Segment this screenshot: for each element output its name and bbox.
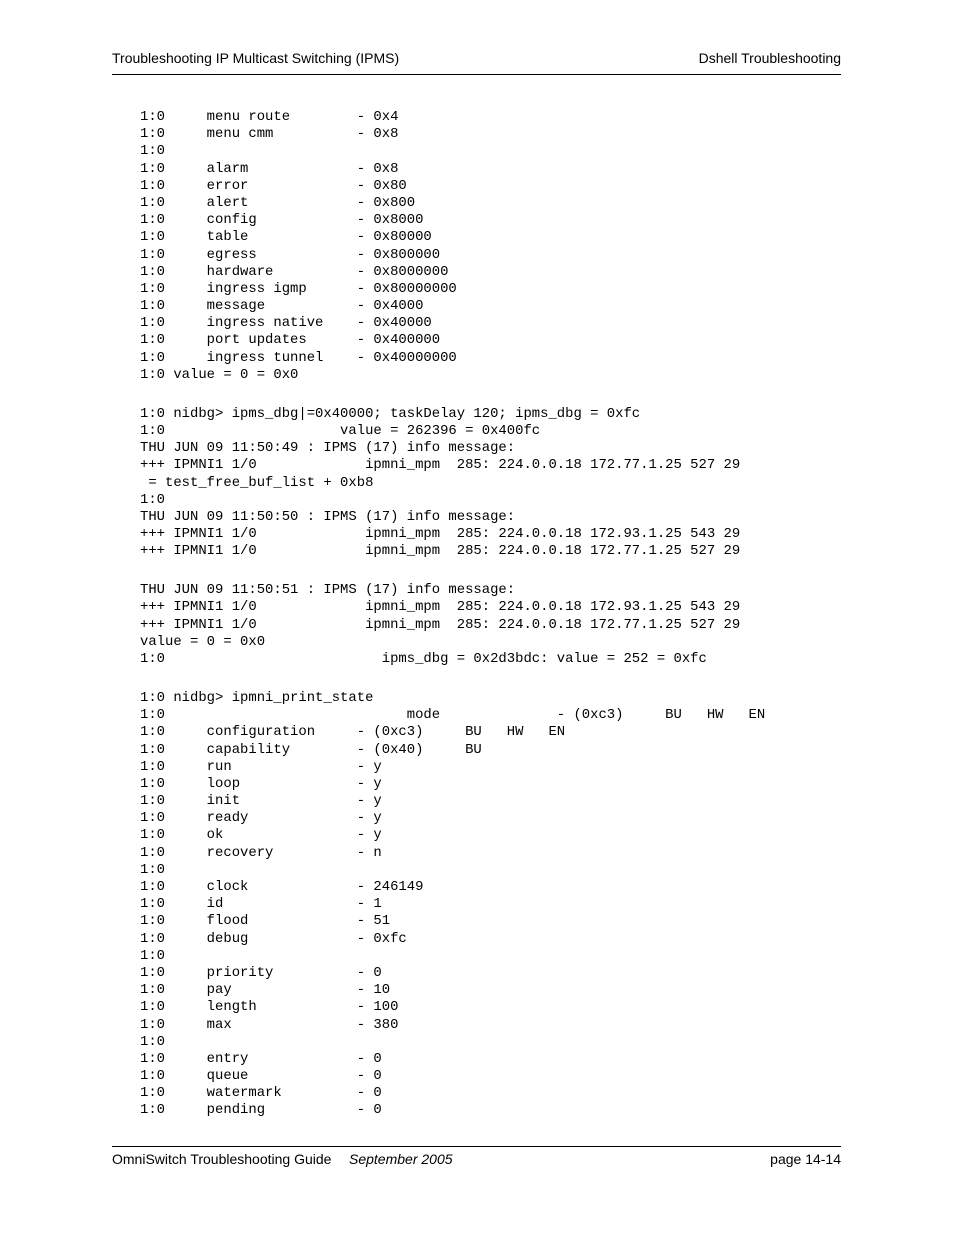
code-line: 1:0 table - 0x80000: [140, 229, 432, 246]
code-line: 1:0 port updates - 0x400000: [140, 332, 441, 349]
header-rule: [112, 74, 841, 75]
code-line: 1:0 watermark - 0: [140, 1085, 382, 1102]
code-line: 1:0 nidbg> ipmni_print_state: [140, 689, 374, 706]
code-line: 1:0 pending - 0: [140, 1102, 382, 1119]
code-line: 1:0 ingress igmp - 0x80000000: [140, 280, 457, 297]
code-line: 1:0: [140, 947, 166, 964]
footer-guide-title: OmniSwitch Troubleshooting Guide: [112, 1151, 332, 1167]
blank-line: [140, 560, 765, 577]
code-line: 1:0: [140, 143, 166, 160]
code-line: 1:0 queue - 0: [140, 1068, 382, 1085]
code-line: 1:0 error - 0x80: [140, 177, 407, 194]
header-chapter-title: Dshell Troubleshooting: [698, 50, 841, 66]
code-line: 1:0 ipms_dbg = 0x2d3bdc: value = 252 = 0xfc: [140, 651, 707, 667]
footer-page-number: page 14-14: [770, 1151, 841, 1167]
code-line: 1:0 entry - 0: [140, 1050, 382, 1067]
code-line: +++ IPMNI1 1/0 ipmni_mpm 285: 224.0.0.18 172.93.1.25 543 29: [140, 599, 741, 616]
code-line: 1:0 max - 380: [140, 1016, 399, 1033]
code-line: 1:0 ok - y: [140, 827, 382, 844]
code-line: = test_free_buf_list + 0xb8: [140, 474, 374, 491]
code-line: 1:0 loop - y: [140, 775, 382, 792]
code-line: 1:0 debug - 0xfc: [140, 930, 407, 947]
code-line: THU JUN 09 11:50:51 : IPMS (17) info message:: [140, 582, 516, 599]
code-line: 1:0 menu cmm - 0x8: [140, 126, 399, 143]
blank-line: [140, 384, 765, 401]
code-line: 1:0 value = 262396 = 0x400fc: [140, 422, 541, 439]
code-line: +++ IPMNI1 1/0 ipmni_mpm 285: 224.0.0.18 172.77.1.25 527 29: [140, 616, 741, 633]
code-line: 1:0 id - 1: [140, 896, 382, 913]
code-line: 1:0 run - y: [140, 758, 382, 775]
code-line: 1:0: [140, 861, 166, 878]
code-line: 1:0 clock - 246149: [140, 879, 424, 896]
code-line: 1:0: [140, 491, 166, 508]
code-line: 1:0 init - y: [140, 793, 382, 810]
code-line: 1:0 flood - 51: [140, 913, 391, 930]
code-line: 1:0 message - 0x4000: [140, 298, 424, 315]
code-line: 1:0 value = 0 = 0x0: [140, 366, 299, 383]
code-line: 1:0 mode - (0xc3) BU HW EN: [140, 707, 766, 724]
code-line: +++ IPMNI1 1/0 ipmni_mpm 285: 224.0.0.18 172.93.1.25 543 29: [140, 526, 741, 543]
code-line: value = 0 = 0x0: [140, 633, 266, 650]
code-line: 1:0 ingress tunnel - 0x40000000: [140, 349, 457, 366]
code-line: 1:0 configuration - (0xc3) BU HW EN: [140, 724, 566, 741]
blank-line: [140, 668, 765, 685]
code-line: 1:0 menu route - 0x4: [140, 109, 399, 125]
code-line: 1:0 pay - 10: [140, 982, 391, 999]
code-line: +++ IPMNI1 1/0 ipmni_mpm 285: 224.0.0.18 172.77.1.25 527 29: [140, 457, 741, 474]
code-line: THU JUN 09 11:50:50 : IPMS (17) info message:: [140, 508, 516, 525]
code-line: 1:0 recovery - n: [140, 844, 382, 861]
code-line: 1:0 alarm - 0x8: [140, 160, 399, 177]
code-line: 1:0 config - 0x8000: [140, 212, 424, 229]
code-line: 1:0: [140, 1033, 166, 1050]
code-line: 1:0 capability - (0x40) BU: [140, 741, 482, 758]
code-line: 1:0 alert - 0x800: [140, 194, 416, 211]
code-line: 1:0 nidbg> ipms_dbg|=0x40000; taskDelay 120; ipms_dbg = 0xfc: [140, 405, 641, 422]
header-section-title: Troubleshooting IP Multicast Switching (IPMS): [112, 50, 400, 66]
console-output-listing: [140, 109, 765, 1120]
code-line: 1:0 hardware - 0x8000000: [140, 263, 449, 280]
code-line: 1:0 ready - y: [140, 810, 382, 827]
footer-rule: [112, 1146, 841, 1147]
code-line: THU JUN 09 11:50:49 : IPMS (17) info message:: [140, 440, 516, 457]
code-line: +++ IPMNI1 1/0 ipmni_mpm 285: 224.0.0.18 172.77.1.25 527 29: [140, 543, 741, 560]
code-line: 1:0 ingress native - 0x40000: [140, 315, 432, 332]
code-line: 1:0 priority - 0: [140, 964, 382, 981]
code-line: 1:0 egress - 0x800000: [140, 246, 441, 263]
footer-date: September 2005: [349, 1151, 453, 1167]
code-line: 1:0 length - 100: [140, 999, 399, 1016]
